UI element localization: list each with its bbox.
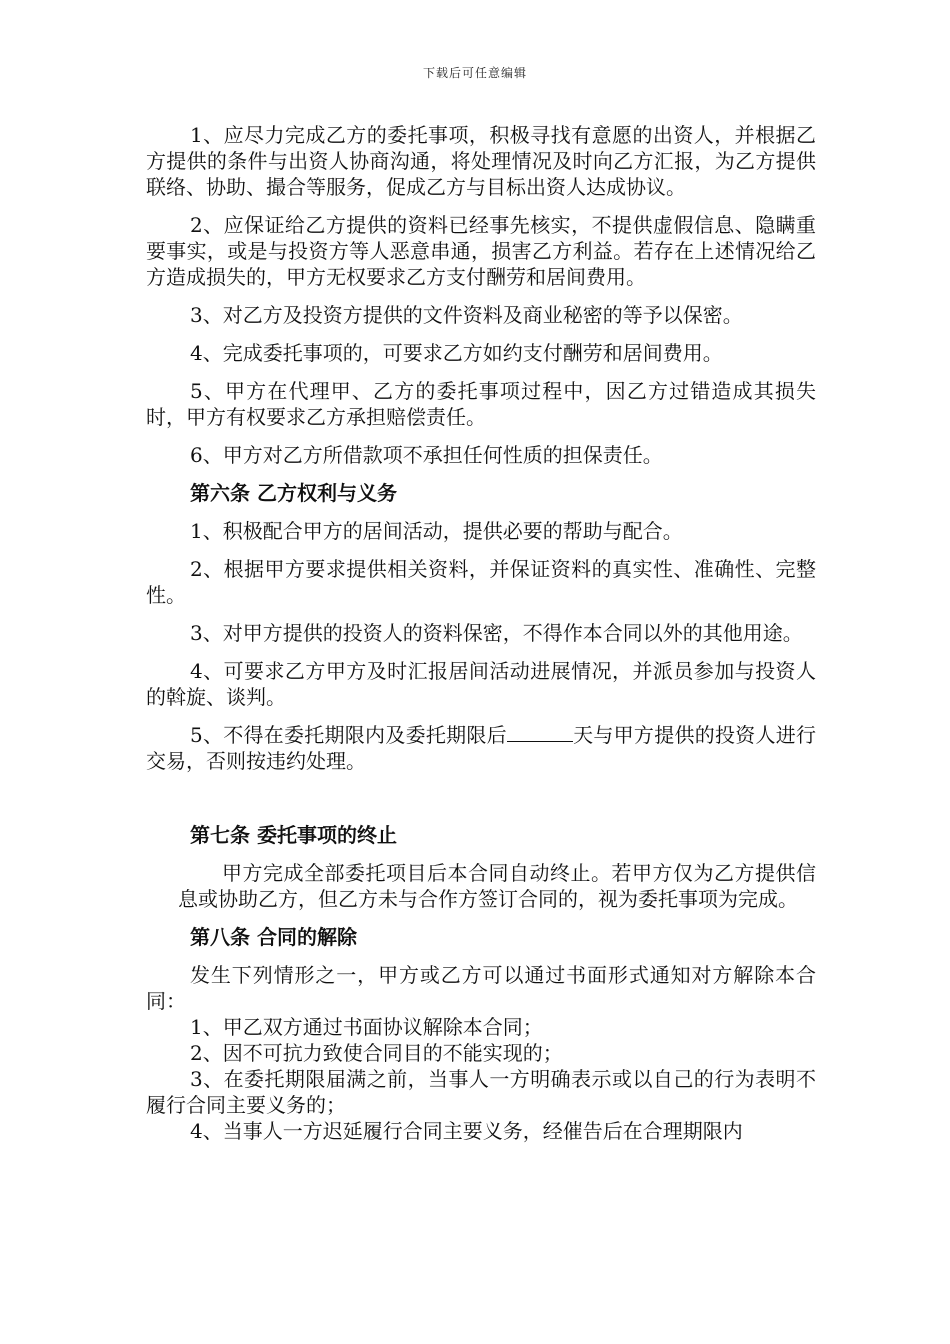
section8-body (146, 962, 816, 1144)
section5-item-4: 4、完成委托事项的，可要求乙方如约支付酬劳和居间费用。 (190, 341, 723, 365)
section8-item-2: 2、因不可抗力致使合同目的不能实现的； (190, 1041, 563, 1065)
section6-item-3: 3、对甲方提供的投资人的资料保密，不得作本合同以外的其他用途。 (190, 621, 803, 645)
section5-item-3: 3、对乙方及投资方提供的文件资料及商业秘密的等予以保密。 (190, 303, 743, 327)
section5-item-6: 6、甲方对乙方所借款项不承担任何性质的担保责任。 (190, 443, 663, 467)
section6-item-5 (146, 722, 816, 774)
section5-item-1: 1、应尽力完成乙方的委托事项，积极寻找有意愿的出资人，并根据乙方提供的条件与出资人协商沟通，将处理情况及时向乙方汇报，为乙方提供联络、协助、撮合等服务，促成乙方与目标出资人达成协议。 (146, 123, 816, 199)
section8-item-3: 3、在委托期限届满之前，当事人一方明确表示或以自己的行为表明不履行合同主要义务的； (146, 1067, 816, 1117)
document-body (146, 122, 816, 1144)
section6-item-2: 2、根据甲方要求提供相关资料，并保证资料的真实性、准确性、完整性。 (146, 557, 816, 607)
section8-item-1: 1、甲乙双方通过书面协议解除本合同； (190, 1015, 543, 1039)
section6-item-4: 4、可要求乙方甲方及时汇报居间活动进展情况，并派员参加与投资人的斡旋、谈判。 (146, 659, 816, 709)
section6-item-5-after: 天与甲方提供的投资人进行交易，否则按违约处理。 (146, 723, 817, 773)
page-header-note: 下载后可任意编辑 (422, 66, 527, 80)
section8-intro: 发生下列情形之一，甲方或乙方可以通过书面形式通知对方解除本合同： (146, 963, 816, 1013)
section5-item-2: 2、应保证给乙方提供的资料已经事先核实，不提供虚假信息、隐瞒重要事实，或是与投资方等人恶意串通，损害乙方利益。若存在上述情况给乙方造成损失的，甲方无权要求乙方支付酬劳和居间费用。 (146, 213, 816, 289)
section6-item-1: 1、积极配合甲方的居间活动，提供必要的帮助与配合。 (190, 519, 683, 543)
section6-heading: 第六条 乙方权利与义务 (190, 481, 397, 505)
section5-item-5: 5、甲方在代理甲、乙方的委托事项过程中，因乙方过错造成其损失时，甲方有权要求乙方承担赔偿责任。 (146, 379, 816, 429)
section7-heading: 第七条 委托事项的终止 (190, 823, 397, 847)
section8-heading: 第八条 合同的解除 (190, 925, 357, 949)
blank-days-underline (507, 723, 573, 742)
section6-item-5-before: 5、不得在委托期限内及委托期限后 (190, 723, 507, 747)
section7-body: 甲方完成全部委托项目后本合同自动终止。若甲方仅为乙方提供信息或协助乙方，但乙方未与合作方签订合同的，视为委托事项为完成。 (178, 861, 816, 911)
section8-item-4: 4、当事人一方迟延履行合同主要义务，经催告后在合理期限内 (190, 1119, 743, 1143)
